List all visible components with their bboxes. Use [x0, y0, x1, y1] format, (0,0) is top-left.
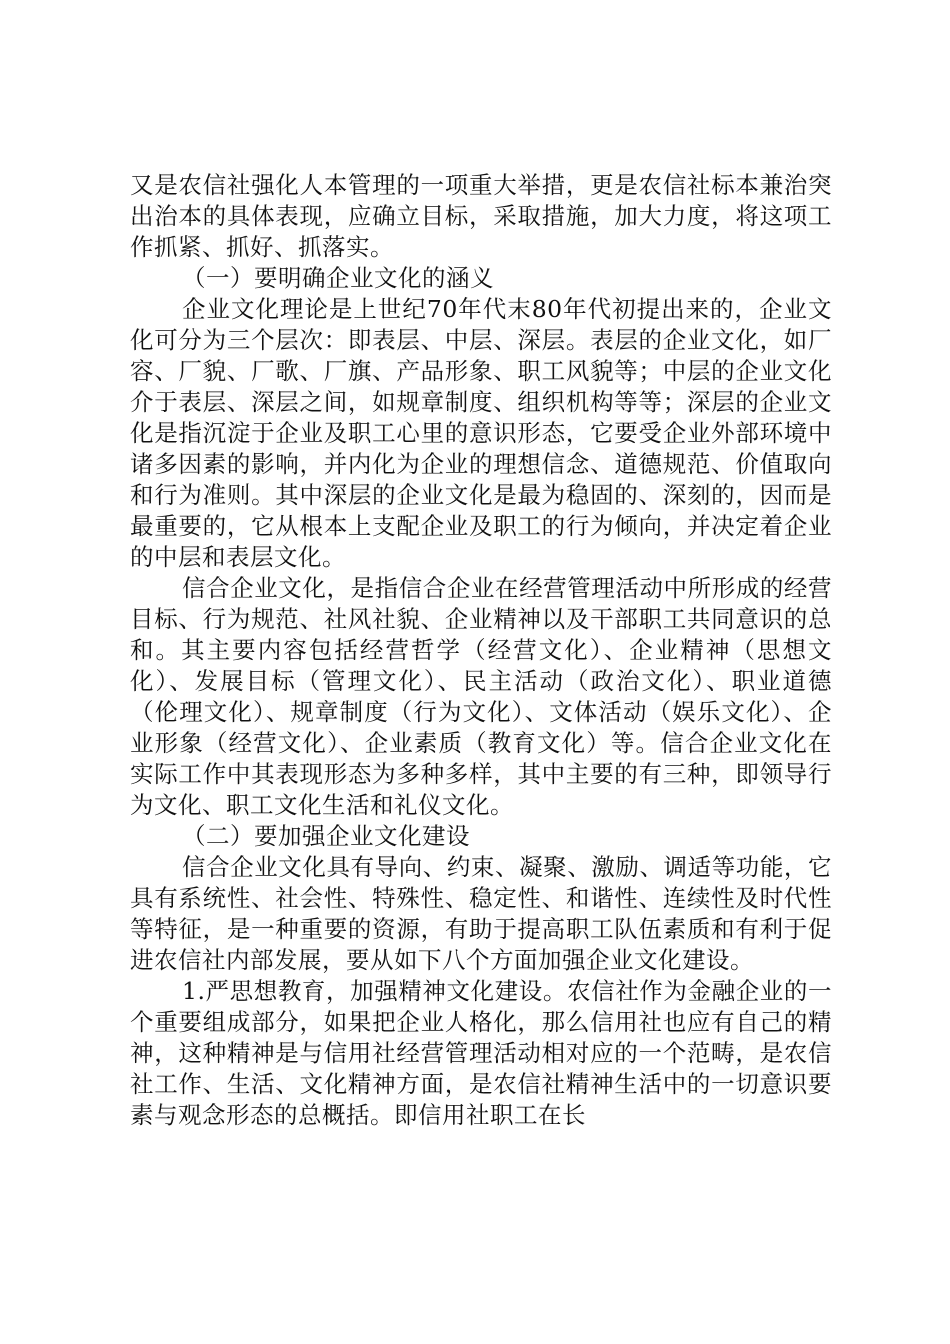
paragraph: 信合企业文化具有导向、约束、凝聚、激励、调适等功能，它具有系统性、社会性、特殊性、稳定性、和谐性、连续性及时代性等特征，是一种重要的资源，有助于提高职工队伍素质和有利于促进农信社内部发展，要从如下八个方面加强企业文化建设。 — [130, 853, 832, 974]
section-heading-2: （二）要加强企业文化建设 — [182, 822, 470, 850]
paragraph-numbered-item: 1.严思想教育，加强精神文化建设。农信社作为金融企业的一个重要组成部分，如果把企业人格化，那么信用社也应有自己的精神，这种精神是与信用社经营管理活动相对应的一个范畴，是农信社工作、生活、文化精神方面，是农信社精神生活中的一切意识要素与观念形态的总概括。即信用社职工在长 — [130, 977, 832, 1129]
paragraph-continued: 又是农信社强化人本管理的一项重大举措，更是农信社标本兼治突出治本的具体表现，应确立目标，采取措施，加大力度，将这项工作抓紧、抓好、抓落实。 — [130, 171, 832, 261]
paragraph: 信合企业文化，是指信合企业在经营管理活动中所形成的经营目标、行为规范、社风社貌、企业精神以及干部职工共同意识的总和。其主要内容包括经营哲学（经营文化）、企业精神（思想文化）、发展目标（管理文化）、民主活动（政治文化）、职业道德（伦理文化）、规章制度（行为文化）、文体活动（娱乐文化）、企业形象（经营文化）、企业素质（教育文化）等。信合企业文化在实际工作中其表现形态为多种多样，其中主要的有三种，即领导行为文化、职工文化生活和礼仪文化。 — [130, 574, 832, 819]
document-body — [130, 170, 832, 1131]
section-heading-1: （一）要明确企业文化的涵义 — [182, 264, 494, 292]
paragraph: 企业文化理论是上世纪70年代末80年代初提出来的，企业文化可分为三个层次：即表层、中层、深层。表层的企业文化，如厂容、厂貌、厂歌、厂旗、产品形象、职工风貌等；中层的企业文化介于表层、深层之间，如规章制度、组织机构等等；深层的企业文化是指沉淀于企业及职工心里的意识形态，它要受企业外部环境中诸多因素的影响，并内化为企业的理想信念、道德规范、价值取向和行为准则。其中深层的企业文化是最为稳固的、深刻的，因而是最重要的，它从根本上支配企业及职工的行为倾向，并决定着企业的中层和表层文化。 — [130, 295, 832, 571]
